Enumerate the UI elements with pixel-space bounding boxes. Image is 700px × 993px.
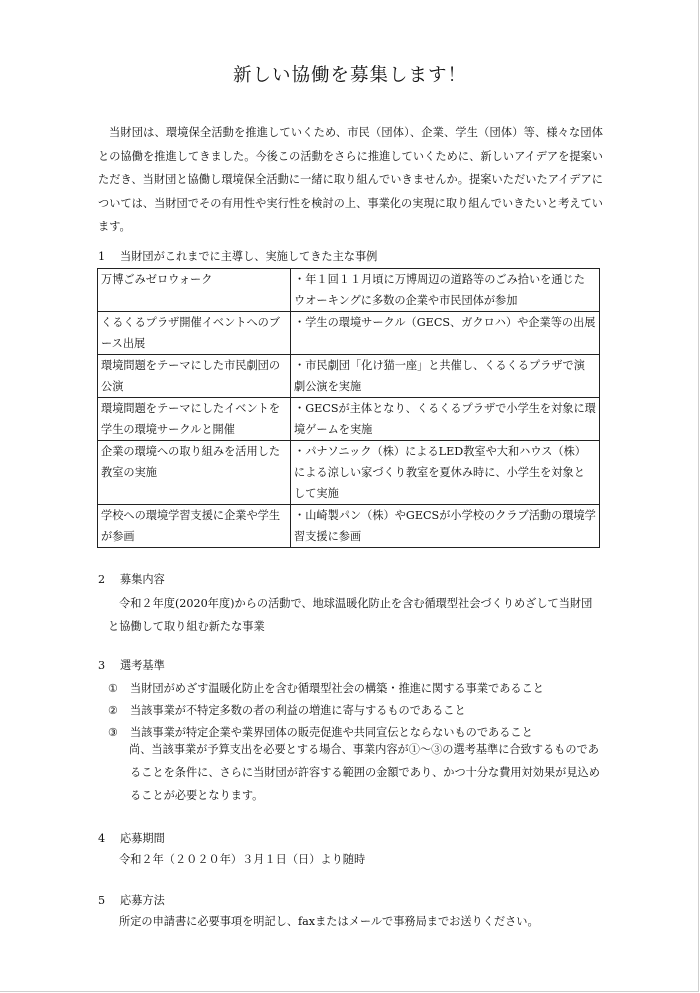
criterion-item [108,679,544,699]
page-title: 新しい協働を募集します！ [232,65,467,86]
section-1-number: 1 [98,250,106,263]
section-3-number: 3 [98,659,106,672]
table-cell-activity: 学校への環境学習支援に企業や学生が参画 [98,505,291,548]
section-2-number: 2 [98,573,106,586]
criterion-item [108,701,466,721]
section-4-number: 4 [98,832,106,845]
table-cell-activity: 環境問題をテーマにした市民劇団の公演 [98,355,291,398]
table-cell-activity: 企業の環境への取り組みを活用した教室の実施 [98,441,291,505]
criterion-text: 当財団がめざす温暖化防止を含む循環型社会の構築・推進に関する事業であること [130,682,544,695]
table-row [98,441,600,505]
section-4-text: 令和２年（２０２０年）３月１日（日）より随時 [119,853,366,866]
criterion-number: ② [108,704,119,717]
section-4-title: 応募期間 [120,832,165,845]
examples-table [97,268,600,548]
section-3-heading [98,656,165,676]
table-cell-detail: ・年１回１１月頃に万博周辺の道路等のごみ拾いを通じたウオーキングに多数の企業や市民団体が参加 [291,269,600,312]
section-2-title: 募集内容 [120,573,165,586]
table-cell-activity: 環境問題をテーマにしたイベントを学生の環境サークルと開催 [98,398,291,441]
section-1-heading [98,247,377,267]
section-2-heading [98,570,165,590]
section-3-title: 選考基準 [120,659,165,672]
table-cell-detail: ・学生の環境サークル（GECS、ガクロハ）や企業等の出展 [291,312,600,355]
section-5-number: 5 [98,894,106,907]
table-row [98,355,600,398]
criterion-number: ① [108,682,119,695]
table-row [98,269,600,312]
table-row [98,505,600,548]
table-cell-detail: ・市民劇団「化け猫一座」と共催し、くるくるプラザで演劇公演を実施 [291,355,600,398]
section-1-title: 当財団がこれまでに主導し、実施してきた主な事例 [120,250,378,263]
section-2-text: 令和２年度(2020年度)からの活動で、地球温暖化防止を含む循環型社会づくりめざして当財団と協働して取り組む新たな事業 [108,597,593,633]
criterion-text: 当該事業が不特定多数の者の利益の増進に寄与するものであること [130,704,466,717]
intro-paragraph: 当財団は、環境保全活動を推進していくため、市民（団体）、企業、学生（団体）等、様々な団体との協働を推進してきました。今後この活動をさらに推進していくために、新しいアイデアを提案いただき、当財団と協働し環境保全活動に一緒に取り組んでいきませんか。提案いただいたアイデアについては、当財団でその有用性や実行性を検討の上、事業化の実現に取り組んでいきたいと考えています。 [98,126,603,233]
criteria-note: 尚、当該事業が予算支出を必要とする場合、事業内容が①～③の選考基準に合致するものであることを条件に、さらに当財団が許容する範囲の金額であり、かつ十分な費用対効果が見込めることが必要となります。 [129,743,600,802]
table-row [98,398,600,441]
section-5-text: 所定の申請書に必要事項を明記し、faxまたはメールで事務局までお送りください。 [119,915,539,928]
criterion-number: ③ [108,726,119,739]
table-cell-detail: ・パナソニック（株）によるLED教室や大和ハウス（株）による涼しい家づくり教室を夏休み時に、小学生を対象として実施 [291,441,600,505]
section-5-heading [98,891,165,911]
criterion-text: 当該事業が特定企業や業界団体の販売促進や共同宣伝とならないものであること [130,726,533,739]
table-cell-activity: 万博ごみゼロウォーク [98,269,291,312]
section-4-heading [98,829,165,849]
table-row [98,312,600,355]
table-cell-detail: ・山崎製パン（株）やGECSが小学校のクラブ活動の環境学習支援に参画 [291,505,600,548]
table-cell-activity: くるくるプラザ開催イベントへのブース出展 [98,312,291,355]
table-cell-detail: ・GECSが主体となり、くるくるプラザで小学生を対象に環境ゲームを実施 [291,398,600,441]
section-5-title: 応募方法 [120,894,165,907]
